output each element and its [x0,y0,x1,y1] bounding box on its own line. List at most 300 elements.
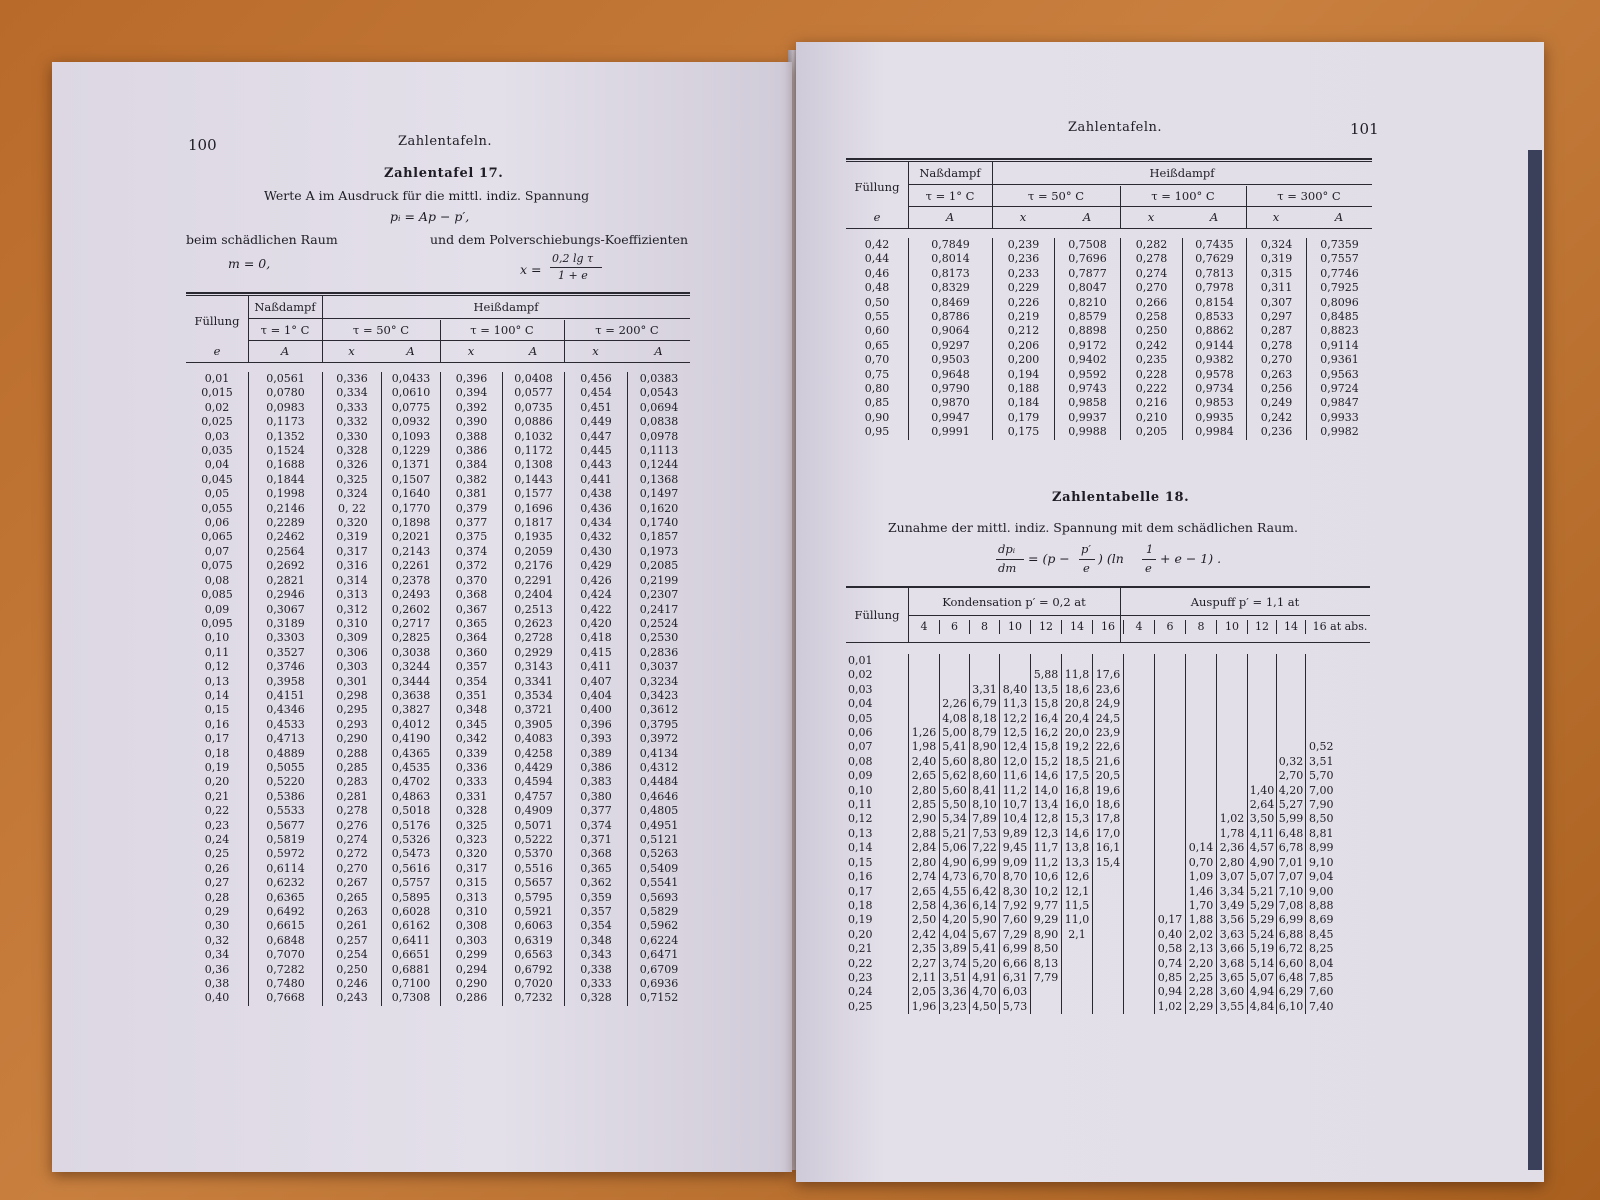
cell-fuellung: 0,11 [848,798,873,812]
cell-auspuff: 2,64 [1248,798,1277,812]
cell-auspuff [1248,712,1277,726]
cell-auspuff [1248,683,1277,697]
cell-auspuff [1217,697,1248,711]
cell-auspuff: 4,94 [1248,985,1277,999]
cell-fuellung: 0,21 [848,942,873,956]
cell-kondensation: 14,0 [1031,784,1062,798]
cell-auspuff [1248,697,1277,711]
cell-auspuff [1186,654,1217,668]
cell-kondensation: 6,70 [970,870,1000,884]
cell-auspuff: 6,72 [1277,942,1306,956]
cell-auspuff: 5,19 [1248,942,1277,956]
cell-kondensation [1031,1000,1062,1014]
cell-kondensation [1062,957,1093,971]
cell-auspuff [1124,841,1155,855]
cell-auspuff: 3,50 [1248,812,1277,826]
cell-kondensation: 6,03 [1000,985,1031,999]
cell-auspuff: 0,94 [1155,985,1186,999]
cell-kondensation: 16,8 [1062,784,1093,798]
cell-kondensation: 3,31 [970,683,1000,697]
cell-kondensation: 20,8 [1062,697,1093,711]
cell-auspuff: 1,46 [1186,885,1217,899]
cell-fuellung: 0,14 [848,841,873,855]
cell-kondensation: 8,70 [1000,870,1031,884]
cell-auspuff: 4,11 [1248,827,1277,841]
x-eq-fraction-bar [550,267,602,268]
table-top-rule [186,292,690,294]
cell-fuellung: 0,15 [848,855,873,869]
cell-kondensation: 4,20 [940,913,970,927]
cell-kondensation [1093,1000,1124,1014]
cell-auspuff: 5,14 [1248,957,1277,971]
table-18-top-rule [846,586,1370,588]
cell-kondensation: 15,3 [1062,812,1093,826]
cell-auspuff: 1,78 [1217,827,1248,841]
cell-kondensation [1093,913,1124,927]
cell-kondensation: 10,4 [1000,812,1031,826]
cell-kondensation: 5,67 [970,928,1000,942]
cell-kondensation: 2,65 [909,885,940,899]
cell-auspuff [1124,827,1155,841]
cell-kondensation: 3,74 [940,957,970,971]
header-A: A [1209,210,1219,224]
cell-auspuff [1306,654,1378,668]
cell-kondensation: 5,06 [940,841,970,855]
cell-auspuff [1306,712,1378,726]
cell-kondensation: 17,0 [1093,827,1124,841]
cell-kondensation: 14,6 [1031,769,1062,783]
cell-kondensation: 4,36 [940,899,970,913]
cell-kondensation: 1,96 [909,1000,940,1014]
cell-fuellung: 0,25 [848,999,873,1013]
cell-auspuff [1124,870,1155,884]
cell-auspuff [1124,812,1155,826]
cell-kondensation: 7,60 [1000,913,1031,927]
col-head-k: 12 [1031,620,1062,634]
cell-kondensation: 2,90 [909,812,940,826]
cell-kondensation: 2,40 [909,755,940,769]
cell-kondensation [940,668,970,682]
cell-kondensation: 16,0 [1062,798,1093,812]
header-tau-1: τ = 1° C [260,323,310,337]
cell-auspuff: 8,81 [1306,827,1378,841]
cell-kondensation [940,683,970,697]
table-row [846,856,1377,870]
header-nassdampf: Naßdampf [919,166,981,180]
cell-auspuff: 7,40 [1306,1000,1378,1014]
cell-kondensation: 5,90 [970,913,1000,927]
cell-auspuff [1124,885,1155,899]
col-head-k: 6 [940,620,970,634]
cell-auspuff: 6,88 [1277,928,1306,942]
cell-auspuff [1124,740,1155,754]
cell-kondensation: 12,6 [1062,870,1093,884]
cell-auspuff [1248,755,1277,769]
cell-auspuff: 6,10 [1277,1000,1306,1014]
cell-kondensation: 5,88 [1031,668,1062,682]
header-e: e [213,344,221,358]
table-row [846,784,1377,798]
cell-auspuff [1277,712,1306,726]
table-row [846,812,1377,826]
cell-auspuff [1217,740,1248,754]
cell-kondensation [909,712,940,726]
header-tau-50: τ = 50° C [1027,189,1085,203]
cell-kondensation: 7,89 [970,812,1000,826]
table-top-rule [846,158,1372,160]
cell-auspuff [1124,942,1155,956]
cell-auspuff: 5,24 [1248,928,1277,942]
cell-kondensation: 11,8 [1062,668,1093,682]
cell-auspuff: 8,45 [1306,928,1378,942]
cell-kondensation: 20,5 [1093,769,1124,783]
table-18-column-header-row [846,620,1374,634]
cell-auspuff: 7,10 [1277,885,1306,899]
cell-auspuff [1217,798,1248,812]
cell-auspuff: 1,02 [1155,1000,1186,1014]
m-equation: m = 0, [228,256,271,271]
table-row [846,712,1377,726]
table-row [846,928,1377,942]
cell-kondensation: 24,9 [1093,697,1124,711]
cell-auspuff: 7,00 [1306,784,1378,798]
cell-fuellung: 0,04 [848,697,873,711]
table-row [846,885,1377,899]
cell-kondensation [909,697,940,711]
cell-kondensation: 6,14 [970,899,1000,913]
cell-auspuff [1124,668,1155,682]
cell-auspuff: 6,99 [1277,913,1306,927]
column-A-1: 0,0561 0,0780 0,0983 0,1173 0,1352 0,1524 0,1688 0,1844 0,1998 0,2146 0,2289 0,2462 0,2564 0,2692 0,2821 0,2946 0,3067 0,3189 0,3303 0,3527 0,3746 0,3958 0,4151 0,4346 0,4533 0,4713 0,4889 0,5055 0,5220 0,5386 0,5533 0,5677 0,5819 0,5972 0,6114 0,6232 0,6365 0,6492 0,6615 0,6848 0,7070 0,7282 0,7480 0,7668 [249,372,323,1006]
cell-fuellung: 0,05 [848,711,873,725]
header-tau-1: τ = 1° C [925,189,975,203]
cell-auspuff: 0,14 [1186,841,1217,855]
cell-auspuff: 6,78 [1277,841,1306,855]
header-A: A [528,344,538,358]
cell-auspuff [1248,726,1277,740]
table-row [846,957,1377,971]
cell-auspuff: 1,09 [1186,870,1217,884]
cell-kondensation: 22,6 [1093,740,1124,754]
cell-kondensation: 1,26 [909,726,940,740]
cell-kondensation: 9,77 [1031,899,1062,913]
col-head-a: 10 [1217,620,1248,634]
col-head-a: 8 [1186,620,1217,634]
cell-kondensation [1031,654,1062,668]
cell-auspuff [1155,827,1186,841]
cell-auspuff [1155,683,1186,697]
cell-kondensation: 2,11 [909,971,940,985]
cell-auspuff [1306,726,1378,740]
cell-auspuff [1155,769,1186,783]
cell-auspuff [1124,985,1155,999]
cell-auspuff: 2,13 [1186,942,1217,956]
cell-kondensation: 15,8 [1031,697,1062,711]
cell-kondensation: 2,35 [909,942,940,956]
cell-kondensation [970,668,1000,682]
cell-auspuff [1217,654,1248,668]
cell-kondensation: 11,2 [1000,784,1031,798]
table-row [846,899,1377,913]
cell-auspuff [1186,827,1217,841]
cell-auspuff [1217,683,1248,697]
cell-kondensation: 8,90 [970,740,1000,754]
cell-kondensation [909,668,940,682]
cell-auspuff [1277,697,1306,711]
cell-auspuff: 8,04 [1306,957,1378,971]
x-eq-denominator: 1 + e [558,269,588,282]
cell-fuellung: 0,13 [848,826,873,840]
cell-auspuff: 7,08 [1277,899,1306,913]
col-head-a: 14 [1277,620,1306,634]
cell-auspuff [1124,755,1155,769]
cell-kondensation: 9,45 [1000,841,1031,855]
cell-auspuff: 3,55 [1217,1000,1248,1014]
cell-auspuff: 2,80 [1217,856,1248,870]
column-x-200: 0,456 0,454 0,451 0,449 0,447 0,445 0,443 0,441 0,438 0,436 0,434 0,432 0,430 0,429 0,426 0,424 0,422 0,420 0,418 0,415 0,411 0,407 0,404 0,400 0,396 0,393 0,389 0,386 0,383 0,380 0,377 0,374 0,371 0,368 0,365 0,362 0,359 0,357 0,354 0,348 0,343 0,338 0,333 0,328 [565,372,628,1006]
column-A-1: 0,7849 0,8014 0,8173 0,8329 0,8469 0,8786 0,9064 0,9297 0,9503 0,9648 0,9790 0,9870 0,9947 0,9991 [909,238,993,440]
cell-kondensation: 2,80 [909,784,940,798]
cell-kondensation: 11,6 [1000,769,1031,783]
cell-auspuff [1155,697,1186,711]
cell-auspuff: 3,65 [1217,971,1248,985]
cell-auspuff: 5,29 [1248,913,1277,927]
cell-auspuff [1155,899,1186,913]
cell-kondensation [1031,985,1062,999]
table-top-rule-thin [186,295,690,296]
cell-fuellung: 0,18 [848,898,873,912]
cell-auspuff: 7,60 [1306,985,1378,999]
cell-auspuff [1124,957,1155,971]
table-title: Zahlentafel 17. [384,166,504,181]
cell-kondensation: 3,23 [940,1000,970,1014]
cell-auspuff: 8,50 [1306,812,1378,826]
cell-kondensation: 19,2 [1062,740,1093,754]
cell-auspuff [1277,683,1306,697]
cell-auspuff [1124,798,1155,812]
cell-kondensation: 15,4 [1093,856,1124,870]
cell-auspuff [1217,712,1248,726]
cell-auspuff: 8,69 [1306,913,1378,927]
cell-auspuff: 2,70 [1277,769,1306,783]
cell-auspuff: 6,29 [1277,985,1306,999]
cell-kondensation: 4,04 [940,928,970,942]
left-page [52,62,792,1172]
running-head: Zahlentafeln. [1068,120,1163,135]
cell-kondensation: 11,7 [1031,841,1062,855]
cell-auspuff [1306,683,1378,697]
cell-kondensation: 17,6 [1093,668,1124,682]
cell-kondensation: 2,50 [909,913,940,927]
cell-kondensation: 8,79 [970,726,1000,740]
cell-kondensation: 3,89 [940,942,970,956]
cell-fuellung: 0,16 [848,870,873,884]
cell-kondensation: 4,50 [970,1000,1000,1014]
table-row [846,827,1377,841]
cell-auspuff [1124,654,1155,668]
table-row [846,683,1377,697]
cell-auspuff [1186,798,1217,812]
cell-kondensation [1000,668,1031,682]
cell-fuellung: 0,08 [848,754,873,768]
cell-kondensation: 12,8 [1031,812,1062,826]
column-A-50: 0,7508 0,7696 0,7877 0,8047 0,8210 0,8579 0,8898 0,9172 0,9402 0,9592 0,9743 0,9858 0,9937 0,9988 [1055,238,1121,440]
cell-kondensation: 21,6 [1093,755,1124,769]
cell-kondensation: 2,88 [909,827,940,841]
table-18-title: Zahlentabelle 18. [1052,490,1190,505]
col-head-a: 16 at abs. [1306,620,1375,634]
cell-kondensation: 8,18 [970,712,1000,726]
cell-kondensation: 6,99 [1000,942,1031,956]
cell-kondensation: 9,89 [1000,827,1031,841]
cell-auspuff [1155,885,1186,899]
table-row [846,740,1377,754]
header-x: x [467,344,475,358]
cell-auspuff [1277,654,1306,668]
cell-auspuff: 8,99 [1306,841,1378,855]
caption-line: Werte A im Ausdruck für die mittl. indiz. Spannung [264,188,590,203]
cell-kondensation [1093,870,1124,884]
cell-auspuff: 3,68 [1217,957,1248,971]
cell-auspuff [1217,784,1248,798]
cell-kondensation [1093,985,1124,999]
cell-kondensation: 15,8 [1031,740,1062,754]
cell-auspuff [1217,755,1248,769]
cell-auspuff: 0,85 [1155,971,1186,985]
table-row [846,755,1377,769]
caption-right: und dem Polverschiebungs-Koeffizienten [430,232,689,247]
cell-kondensation: 20,0 [1062,726,1093,740]
table-row [846,841,1377,855]
running-head: Zahlentafeln. [398,134,493,149]
header-A: A [1082,210,1092,224]
cell-fuellung: 0,22 [848,956,873,970]
cell-auspuff [1186,697,1217,711]
cell-auspuff: 5,07 [1248,971,1277,985]
cell-auspuff: 9,10 [1306,856,1378,870]
page-number: 100 [188,136,217,154]
cell-auspuff [1155,841,1186,855]
table-row [846,697,1377,711]
cell-kondensation: 13,3 [1062,856,1093,870]
cell-auspuff [1124,971,1155,985]
column-x-50: 0,239 0,236 0,233 0,229 0,226 0,219 0,212 0,206 0,200 0,194 0,188 0,184 0,179 0,175 [993,238,1055,440]
cell-auspuff [1277,740,1306,754]
cell-kondensation: 7,53 [970,827,1000,841]
cell-kondensation [1093,654,1124,668]
cell-kondensation: 5,62 [940,769,970,783]
column-A-50: 0,0433 0,0610 0,0775 0,0932 0,1093 0,1229 0,1371 0,1507 0,1640 0,1770 0,1898 0,2021 0,2143 0,2261 0,2378 0,2493 0,2602 0,2717 0,2825 0,3038 0,3244 0,3444 0,3638 0,3827 0,4012 0,4190 0,4365 0,4535 0,4702 0,4863 0,5018 0,5176 0,5326 0,5473 0,5616 0,5757 0,5895 0,6028 0,6162 0,6411 0,6651 0,6881 0,7100 0,7308 [382,372,441,1006]
header-x: x [1019,210,1027,224]
cell-auspuff [1186,668,1217,682]
cell-kondensation: 12,0 [1000,755,1031,769]
cell-auspuff: 0,17 [1155,913,1186,927]
table-18-header-rule [846,642,1370,643]
cell-auspuff [1155,755,1186,769]
cell-kondensation: 12,3 [1031,827,1062,841]
cell-kondensation: 5,60 [940,784,970,798]
cell-auspuff [1217,726,1248,740]
cell-auspuff: 2,28 [1186,985,1217,999]
cell-kondensation: 12,5 [1000,726,1031,740]
header-auspuff: Auspuff p′ = 1,1 at [1190,595,1300,609]
table-row [846,870,1377,884]
table-row [846,913,1377,927]
table-17-body [186,372,690,1006]
cell-kondensation: 9,09 [1000,856,1031,870]
cell-kondensation: 5,41 [940,740,970,754]
cell-auspuff: 4,20 [1277,784,1306,798]
cell-auspuff: 0,40 [1155,928,1186,942]
cell-auspuff: 1,88 [1186,913,1217,927]
column-x-100: 0,396 0,394 0,392 0,390 0,388 0,386 0,384 0,382 0,381 0,379 0,377 0,375 0,374 0,372 0,370 0,368 0,367 0,365 0,364 0,360 0,357 0,354 0,351 0,348 0,345 0,342 0,339 0,336 0,333 0,331 0,328 0,325 0,323 0,320 0,317 0,315 0,313 0,310 0,308 0,303 0,299 0,294 0,290 0,286 [441,372,503,1006]
cell-kondensation: 8,90 [1031,928,1062,942]
col-head-k: 16 [1093,620,1124,634]
cell-kondensation: 14,6 [1062,827,1093,841]
cell-fuellung: 0,17 [848,884,873,898]
cell-kondensation: 5,21 [940,827,970,841]
table-18-body [846,654,1377,1014]
cell-kondensation: 7,29 [1000,928,1031,942]
cell-fuellung: 0,19 [848,913,873,927]
header-e: e [873,210,881,224]
x-eq-numerator: 0,2 lg τ [552,252,594,265]
cell-kondensation: 8,30 [1000,885,1031,899]
cell-kondensation: 9,29 [1031,913,1062,927]
cell-kondensation: 12,2 [1000,712,1031,726]
cell-kondensation: 4,08 [940,712,970,726]
cell-auspuff: 7,90 [1306,798,1378,812]
cell-auspuff: 9,04 [1306,870,1378,884]
cell-auspuff [1124,856,1155,870]
cell-kondensation: 10,6 [1031,870,1062,884]
cell-kondensation: 7,92 [1000,899,1031,913]
header-kondensation: Kondensation p′ = 0,2 at [942,595,1086,609]
table-row [846,726,1377,740]
header-A: A [406,344,415,358]
cell-auspuff [1186,712,1217,726]
col-head-k: 8 [970,620,1000,634]
cell-auspuff: 5,27 [1277,798,1306,812]
cell-kondensation: 11,5 [1062,899,1093,913]
cell-kondensation: 7,22 [970,841,1000,855]
cell-kondensation [940,654,970,668]
cell-kondensation: 8,50 [1031,942,1062,956]
cell-auspuff: 9,00 [1306,885,1378,899]
cell-auspuff [1155,740,1186,754]
cell-fuellung: 0,24 [848,985,873,999]
cell-auspuff: 3,63 [1217,928,1248,942]
cell-auspuff [1186,769,1217,783]
cell-auspuff: 0,74 [1155,957,1186,971]
cell-auspuff: 3,34 [1217,885,1248,899]
cell-kondensation: 15,2 [1031,755,1062,769]
cell-auspuff [1124,683,1155,697]
cell-kondensation: 11,3 [1000,697,1031,711]
column-A-200: 0,0383 0,0543 0,0694 0,0838 0,0978 0,1113 0,1244 0,1368 0,1497 0,1620 0,1740 0,1857 0,1973 0,2085 0,2199 0,2307 0,2417 0,2524 0,2530 0,2836 0,3037 0,3234 0,3423 0,3612 0,3795 0,3972 0,4134 0,4312 0,4484 0,4646 0,4805 0,4951 0,5121 0,5263 0,5409 0,5541 0,5693 0,5829 0,5962 0,6224 0,6471 0,6709 0,6936 0,7152 [628,372,691,1006]
cell-kondensation: 18,6 [1093,798,1124,812]
cell-auspuff: 7,85 [1306,971,1378,985]
header-x: x [1272,210,1280,224]
cell-kondensation: 23,6 [1093,683,1124,697]
cell-kondensation: 17,5 [1062,769,1093,783]
cell-auspuff: 2,29 [1186,1000,1217,1014]
cell-kondensation [1093,971,1124,985]
cell-kondensation [1062,654,1093,668]
cell-kondensation [970,654,1000,668]
cell-kondensation [1093,928,1124,942]
header-A: A [945,210,955,224]
